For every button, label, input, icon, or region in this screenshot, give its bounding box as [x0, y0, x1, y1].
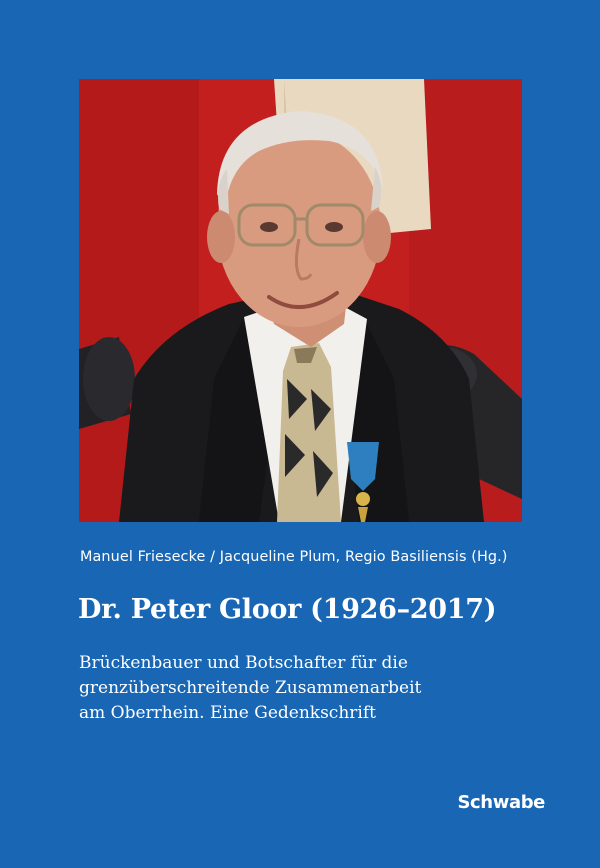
- book-subtitle: [79, 651, 549, 726]
- book-title: Dr. Peter Gloor (1926–2017): [78, 594, 497, 625]
- portrait-photo-icon: [79, 79, 522, 522]
- subtitle-line: Brückenbauer und Botschafter für die: [79, 653, 408, 673]
- subtitle-line: grenzüberschreitende Zusammenarbeit: [79, 678, 422, 698]
- cover-photo: [79, 79, 522, 522]
- medal: [356, 492, 370, 506]
- subtitle-line: am Oberrhein. Eine Gedenkschrift: [79, 703, 376, 723]
- book-authors: Manuel Friesecke / Jacqueline Plum, Regio Basiliensis (Hg.): [80, 549, 508, 565]
- publisher-logo: Schwabe: [457, 792, 545, 813]
